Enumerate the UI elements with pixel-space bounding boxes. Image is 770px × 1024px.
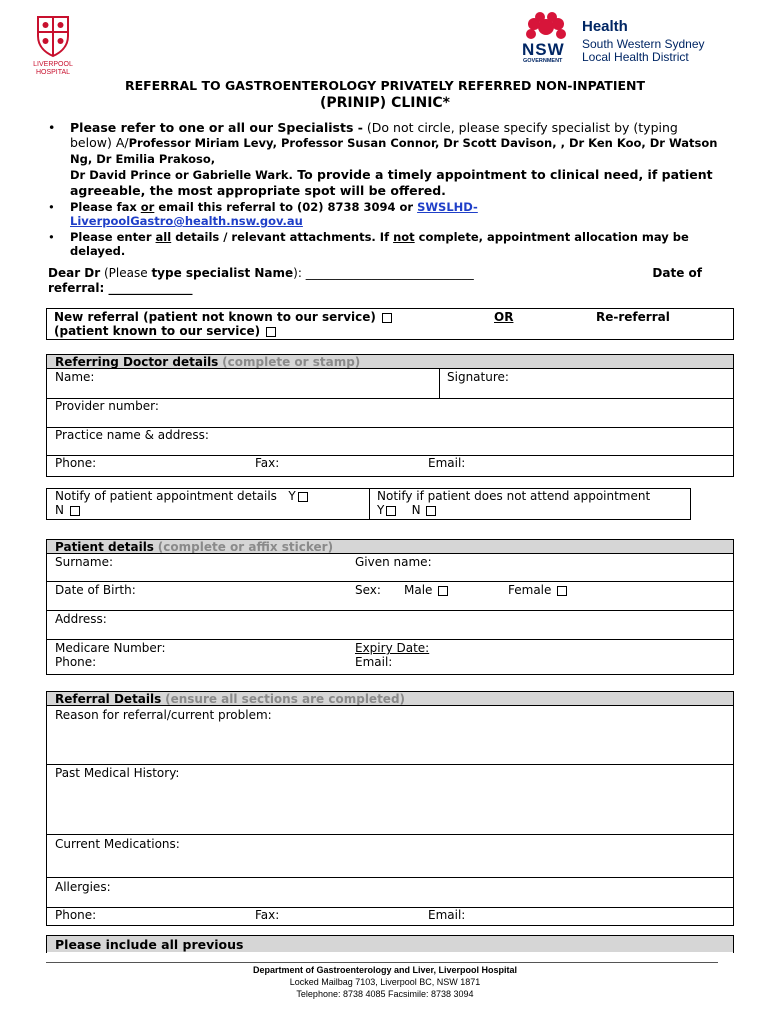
- doctor-details-box: [46, 354, 734, 477]
- district-line-1: South Western Sydney: [582, 37, 705, 51]
- practice-address-field[interactable]: Practice name & address:: [55, 428, 209, 442]
- instruction-enter-details: • Please enter all details / relevant attachments. If not complete, appointment allocation may be delayed.: [48, 230, 720, 258]
- footer: [0, 964, 770, 1000]
- title-prinip: (PRINIP) CLINIC*: [319, 95, 451, 111]
- patient-phone-field[interactable]: Phone:: [55, 655, 97, 669]
- doctor-name-field[interactable]: Name:: [55, 370, 95, 384]
- new-referral-checkbox[interactable]: [382, 313, 392, 323]
- instruction-fax-email: • Please fax or email this referral to (02) 8738 3094 or SWSLHD- LiverpoolGastro@health.nsw.gov.au: [48, 200, 720, 228]
- email-link-cont[interactable]: LiverpoolGastro@health.nsw.gov.au: [70, 214, 303, 228]
- doctor-phone-field[interactable]: Phone:: [55, 456, 97, 470]
- notify-appointment-text: Notify of patient appointment details Y N: [55, 489, 308, 517]
- instructions-list: [48, 120, 720, 258]
- doctor-fax-field[interactable]: Fax:: [255, 456, 280, 470]
- nsw-wordmark: NSW: [522, 40, 565, 59]
- waratah-flower-icon: [524, 12, 568, 42]
- doctor-email-field[interactable]: Email:: [428, 456, 466, 470]
- liverpool-logo-text: LIVERPOOL HOSPITAL: [33, 61, 73, 76]
- notify-appointment-no-checkbox[interactable]: [70, 506, 80, 516]
- new-referral-option[interactable]: New referral (patient not known to our service) (patient known to our service): [54, 310, 392, 338]
- current-medications-field[interactable]: Current Medications:: [55, 837, 180, 851]
- reason-field[interactable]: Reason for referral/current problem:: [55, 708, 272, 722]
- notify-dna-no-checkbox[interactable]: [426, 506, 436, 516]
- referral-details-box: [46, 691, 734, 926]
- rereferral-label: Re-referral: [596, 310, 670, 324]
- doctor-signature-field[interactable]: Signature:: [447, 370, 509, 384]
- government-wordmark: GOVERNMENT: [523, 58, 563, 64]
- health-title: Health: [582, 18, 628, 35]
- provider-number-field[interactable]: Provider number:: [55, 399, 159, 413]
- referral-phone-field[interactable]: Phone:: [55, 908, 97, 922]
- male-checkbox[interactable]: [438, 586, 448, 596]
- or-label: OR: [494, 310, 514, 324]
- include-previous-text: Please include all previous: [55, 937, 244, 952]
- notify-dna-yes-checkbox[interactable]: [386, 506, 396, 516]
- given-name-field[interactable]: Given name:: [355, 555, 432, 569]
- footer-department: Department of Gastroenterology and Liver, Liverpool Hospital: [252, 965, 518, 975]
- patient-email-field[interactable]: Email:: [355, 655, 393, 669]
- district-line-2: Local Health District: [582, 50, 689, 64]
- footer-telephone: Telephone: 8738 4085 Facsimile: 8738 3094: [296, 989, 474, 999]
- patient-header-text: Patient details (complete or affix sticker): [55, 540, 334, 554]
- liverpool-hospital-logo: [30, 14, 76, 76]
- sex-male-option[interactable]: Male: [404, 583, 448, 597]
- rereferral-checkbox[interactable]: [266, 327, 276, 337]
- sex-female-option[interactable]: Female: [508, 583, 567, 597]
- liverpool-crest-icon: [30, 14, 76, 58]
- dob-field[interactable]: Date of Birth:: [55, 583, 136, 597]
- address-field[interactable]: Address:: [55, 612, 107, 626]
- date-of-label: Date of: [652, 266, 702, 280]
- sex-label: Sex:: [355, 583, 381, 597]
- title-line-1: REFERRAL TO GASTROENTEROLOGY PRIVATELY REFERRED NON-INPATIENT: [124, 78, 646, 93]
- nsw-health-logo: [520, 12, 730, 68]
- allergies-field[interactable]: Allergies:: [55, 880, 111, 894]
- doctor-header-text: Referring Doctor details (complete or stamp): [55, 355, 361, 369]
- instruction-specialists: • Please refer to one or all our Specialists - (Do not circle, please specify specialist by (typing below) A/Professor Miriam Levy, Professor Susan Connor, Dr Scott Davison, , Dr Ken Koo, Dr Watson Ng, Dr Emilia Prakoso, Dr David Prince or Gabrielle Wark. To provide a timely appointment to clinical need, if patient agreeable, the most appropriate spot will be offered.: [48, 120, 720, 198]
- page-title: [0, 78, 770, 111]
- surname-field[interactable]: Surname:: [55, 555, 114, 569]
- referral-email-field[interactable]: Email:: [428, 908, 466, 922]
- female-checkbox[interactable]: [557, 586, 567, 596]
- notify-dna-text: Notify if patient does not attend appointment Y N: [377, 489, 651, 517]
- footer-address: Locked Mailbag 7103, Liverpool BC, NSW 1871: [289, 977, 481, 987]
- medicare-field[interactable]: Medicare Number:: [55, 641, 166, 655]
- referral-date-label: referral: ______________: [48, 281, 193, 295]
- referral-header-text: Referral Details (ensure all sections are completed): [55, 692, 406, 706]
- email-link[interactable]: SWSLHD-: [417, 200, 478, 214]
- expiry-date-field[interactable]: Expiry Date:: [355, 641, 430, 655]
- dear-dr-line: Dear Dr (Please type specialist Name): ____________________________ Date of referral: ______________: [48, 266, 702, 295]
- medical-history-field[interactable]: Past Medical History:: [55, 766, 180, 780]
- referral-fax-field[interactable]: Fax:: [255, 908, 280, 922]
- notify-appointment-yes-checkbox[interactable]: [298, 492, 308, 502]
